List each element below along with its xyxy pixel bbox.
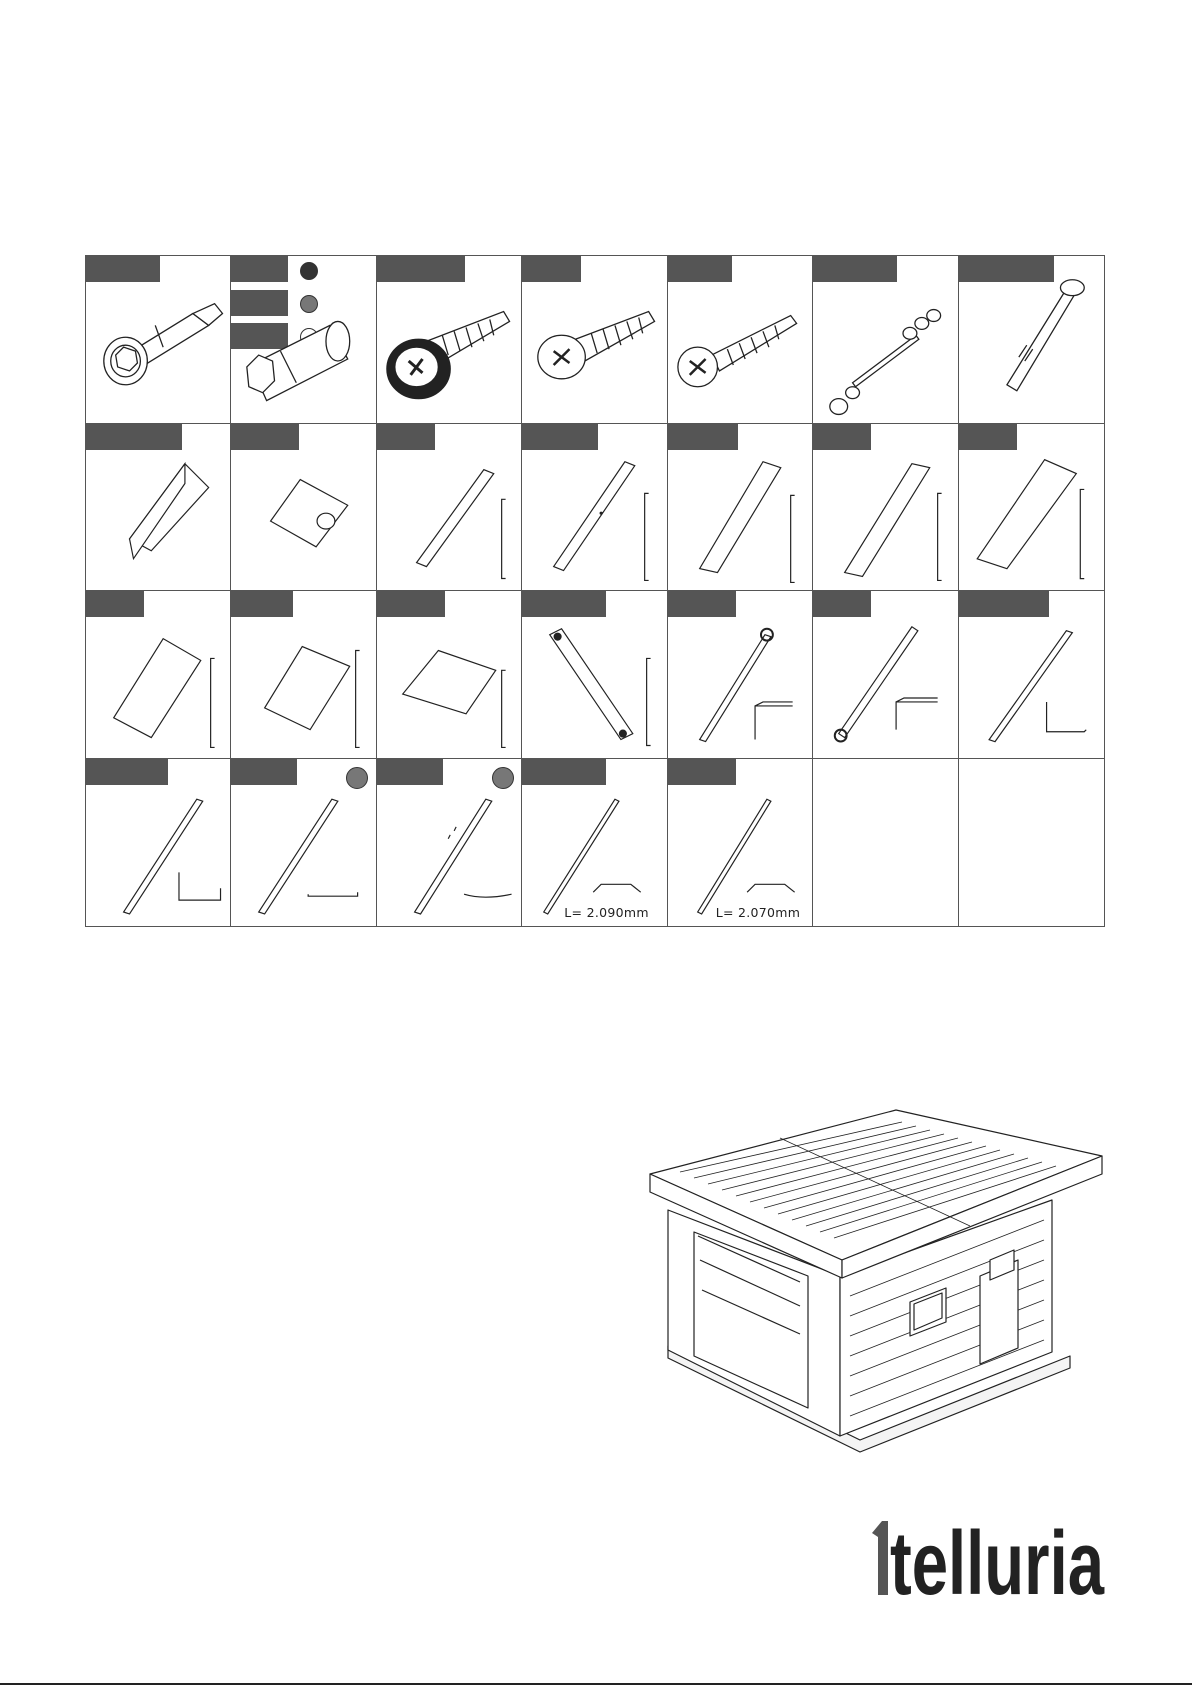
part-cell-bolt-set xyxy=(813,256,958,424)
brand-wordmark: telluria xyxy=(890,1514,1105,1614)
wall-panel-small-icon xyxy=(231,591,375,758)
part-cell-wall-panel-short xyxy=(377,591,522,759)
wide-panel-profile-icon xyxy=(959,424,1104,591)
curved-rail-icon xyxy=(377,759,521,927)
length-label: L= 2.070mm xyxy=(715,905,801,920)
part-cell-c-profile-2 xyxy=(813,424,958,592)
part-cell-flat-bar xyxy=(522,591,667,759)
flat-rail-icon xyxy=(231,759,375,927)
part-cell-l-profile-rail xyxy=(86,759,231,927)
part-cell-l-angle-rail xyxy=(959,591,1104,759)
brand-logo xyxy=(868,1514,1108,1614)
hat-profile-icon xyxy=(522,759,666,927)
parts-grid xyxy=(85,255,1105,927)
part-cell-c-profile-drilled xyxy=(522,424,667,592)
wall-panel-short-icon xyxy=(377,591,521,758)
part-cell-pan-head-screw xyxy=(522,256,667,424)
part-cell-angle-profile xyxy=(86,424,231,592)
brace-rod-top-hole-icon xyxy=(668,591,812,758)
part-cell-wide-panel-profile xyxy=(959,424,1104,592)
part-cell-plate xyxy=(231,424,376,592)
shed-illustration xyxy=(640,1100,1110,1480)
part-cell-hex-driver-bit xyxy=(86,256,231,424)
part-cell-hat-profile-2090 xyxy=(522,759,667,927)
anchor-bolt-icon xyxy=(959,256,1104,423)
c-profile-icon xyxy=(813,424,957,591)
self-drilling-screw-icon xyxy=(668,256,812,423)
part-cell-wall-panel xyxy=(86,591,231,759)
screw-with-washer-icon xyxy=(377,256,521,423)
c-profile-drilled-icon xyxy=(522,424,666,591)
angle-profile-icon xyxy=(86,424,230,591)
bolt-nut-washer-set-icon xyxy=(813,256,957,423)
part-cell-screw-washer xyxy=(377,256,522,424)
part-cell-empty xyxy=(813,759,958,927)
pan-head-screw-icon xyxy=(522,256,666,423)
part-cell-socket-adapter xyxy=(231,256,376,424)
part-cell-anchor-bolt xyxy=(959,256,1104,424)
length-label: L= 2.090mm xyxy=(564,905,649,920)
l-angle-rail-icon xyxy=(959,591,1104,758)
c-profile-icon xyxy=(377,424,521,591)
logo-mark xyxy=(872,1521,888,1595)
part-cell-empty xyxy=(959,759,1104,927)
part-cell-c-profile xyxy=(377,424,522,592)
socket-adapter-icon xyxy=(231,256,375,423)
part-cell-curved-rail xyxy=(377,759,522,927)
part-cell-wall-panel-small xyxy=(231,591,376,759)
part-cell-self-drilling-screw xyxy=(668,256,813,424)
hex-nut-driver-bit-icon xyxy=(86,256,230,423)
wall-panel-icon xyxy=(86,591,230,758)
part-cell-brace-rod-top xyxy=(668,591,813,759)
plate-with-hole-icon xyxy=(231,424,375,591)
part-cell-hat-profile-2070 xyxy=(668,759,813,927)
brace-rod-bottom-hole-icon xyxy=(813,591,957,758)
part-cell-c-profile-wide xyxy=(668,424,813,592)
c-profile-wide-icon xyxy=(668,424,812,591)
part-cell-flat-rail xyxy=(231,759,376,927)
hat-profile-icon xyxy=(668,759,812,927)
flat-bar-with-holes-icon xyxy=(522,591,666,758)
l-profile-rail-icon xyxy=(86,759,230,927)
part-cell-brace-rod-bottom xyxy=(813,591,958,759)
